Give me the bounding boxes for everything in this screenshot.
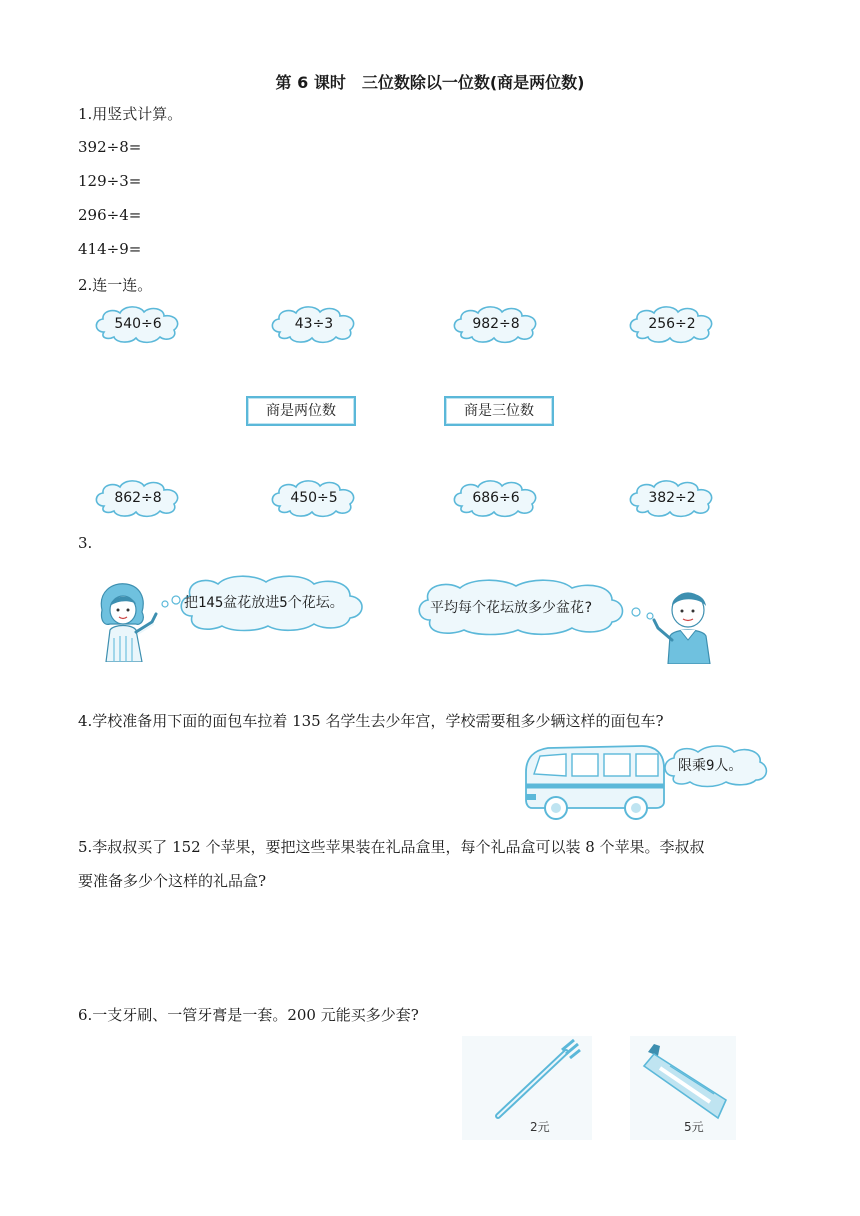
boy-illustration — [650, 584, 716, 664]
boy-bubble-text: 平均每个花坛放多少盆花? — [430, 600, 593, 616]
cloud-expression-7[interactable] — [448, 476, 544, 520]
cloud-text: 862÷8 — [114, 490, 162, 506]
cloud-text: 540÷6 — [114, 316, 162, 332]
q2-heading: 2.连一连。 — [78, 276, 153, 294]
cloud-expression-2[interactable] — [266, 302, 362, 346]
girl-bubble-text: 把145盆花放进5个花坛。 — [184, 595, 344, 611]
girl-illustration — [96, 580, 168, 662]
q1-item-1: 392÷8= — [78, 138, 142, 156]
cloud-text: 450÷5 — [290, 490, 338, 506]
q1-item-3: 296÷4= — [78, 206, 142, 224]
q1-item-4: 414÷9= — [78, 240, 142, 258]
q5-text-line-1: 5.李叔叔买了 152 个苹果，要把这些苹果装在礼品盒里，每个礼品盒可以装 8 个苹果。李叔叔 — [78, 838, 705, 856]
box-two-digit-quotient[interactable]: 商是两位数 — [246, 396, 356, 426]
q3-heading: 3. — [78, 534, 93, 552]
q5-text-line-2: 要准备多少个这样的礼品盒? — [78, 872, 267, 890]
cloud-text: 43÷3 — [294, 316, 334, 332]
cloud-expression-4[interactable] — [624, 302, 720, 346]
cloud-expression-5[interactable] — [90, 476, 186, 520]
cloud-text: 382÷2 — [648, 490, 696, 506]
cloud-expression-3[interactable] — [448, 302, 544, 346]
bus-bubble-text: 限乘9人。 — [678, 758, 743, 774]
box-three-digit-quotient[interactable]: 商是三位数 — [444, 396, 554, 426]
cloud-expression-6[interactable] — [266, 476, 362, 520]
cloud-expression-1[interactable] — [90, 302, 186, 346]
q1-item-2: 129÷3= — [78, 172, 142, 190]
q6-text: 6.一支牙刷、一管牙膏是一套。200 元能买多少套? — [78, 1006, 419, 1024]
cloud-text: 686÷6 — [472, 490, 520, 506]
toothpaste-price: 5元 — [684, 1120, 704, 1134]
toothbrush-price: 2元 — [530, 1120, 550, 1134]
toothpaste-illustration — [630, 1036, 736, 1140]
toothbrush-illustration — [462, 1036, 592, 1140]
cloud-text: 982÷8 — [472, 316, 520, 332]
cloud-expression-8[interactable] — [624, 476, 720, 520]
minibus-illustration — [520, 738, 672, 820]
q4-text: 4.学校准备用下面的面包车拉着 135 名学生去少年宫，学校需要租多少辆这样的面包车? — [78, 712, 664, 730]
page-title: 第 6 课时 三位数除以一位数(商是两位数) — [275, 73, 585, 92]
cloud-text: 256÷2 — [648, 316, 696, 332]
q1-heading: 1.用竖式计算。 — [78, 105, 183, 123]
